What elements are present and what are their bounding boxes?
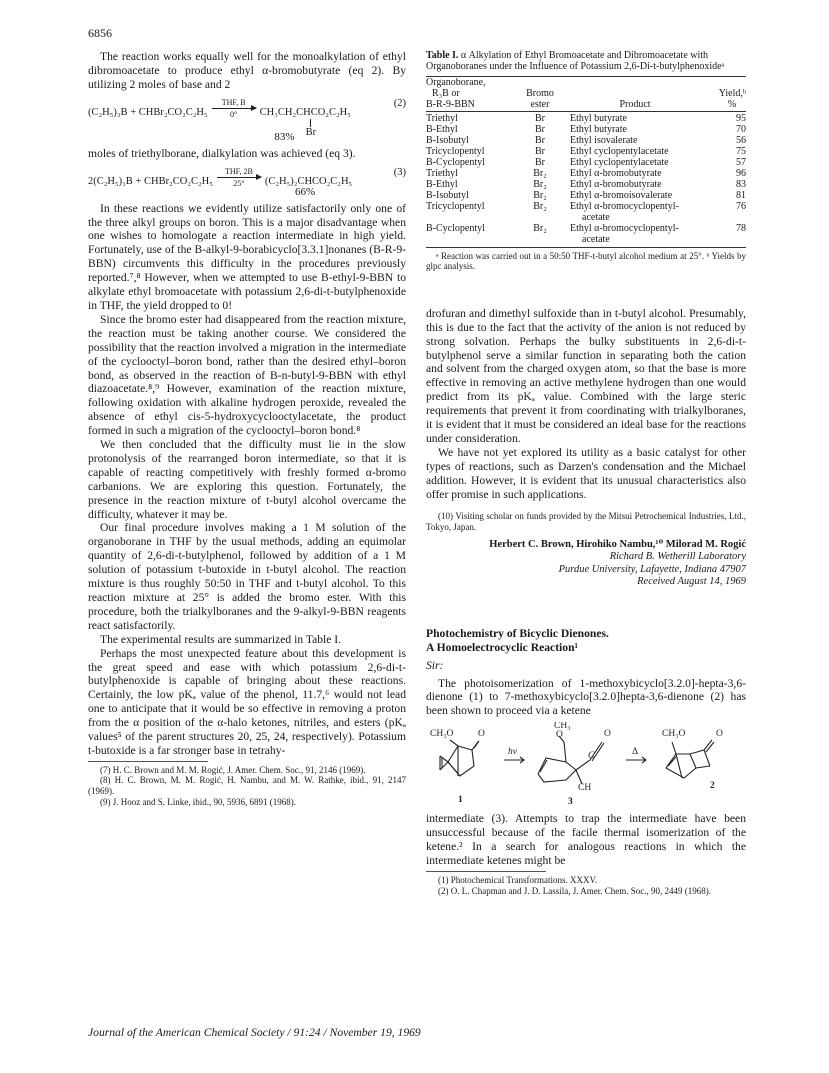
- salutation: Sir:: [426, 658, 444, 672]
- article-title-line-2: A Homoelectrocyclic Reaction¹: [426, 640, 578, 654]
- results-table: [426, 77, 746, 245]
- table-cell-organoborane: B-Cyclopentyl: [426, 156, 485, 168]
- table-cell-product: Ethyl α-bromocyclopentyl- acetate: [564, 223, 706, 245]
- compound-3-label: 3: [568, 797, 573, 808]
- eq2-yield: 83%: [274, 130, 295, 143]
- eq3-yield: 66%: [295, 185, 316, 198]
- compound-3-oxygen-a: O: [556, 730, 563, 741]
- table-cell-bromo-ester: Br₂: [533, 200, 547, 212]
- equation-3: [88, 167, 406, 198]
- table-cell-organoborane: B-Isobutyl: [426, 189, 469, 201]
- footnote-7: (7) H. C. Brown and M. M. Rogić, J. Amer. Chem. Soc., 91, 2146 (1969).: [100, 764, 366, 775]
- eq3-product: (C₂H₅)₂CHCO₂C₂H₅: [264, 175, 353, 187]
- table-footnote-a: ᵃ Reaction was carried out in a 50:50 THF-t-butyl alcohol medium at 25°.: [436, 250, 704, 261]
- received-date: Received August 14, 1969: [637, 576, 746, 588]
- reaction-scheme-drawing: [426, 722, 746, 808]
- eq2-number: (2): [393, 97, 406, 109]
- page-number: 6856: [88, 26, 112, 40]
- left-paragraph-4: Since the bromo ester had disappeared from the reaction mixture, the reaction must be taking another course. We considered the possibility that the reaction involved a migration in the intermediate of the cyclooctyl–boron bond, rather than the desired ethyl–boron bond, as observed in the reaction of B-n-butyl-9-BBN with ethyl diazoacetate.⁸,⁹ However, examination of the reaction mixture, following oxidation with alkaline hydrogen peroxide, revealed the absence of ethyl cis-5-hydroxycyclooctylacetate, the product formed in such a migration of the cyclooctyl–boron bond.⁸: [88, 312, 406, 438]
- right-footnote-rule: [426, 871, 546, 872]
- table-label: Table I.: [426, 50, 459, 61]
- table-row: [426, 168, 746, 179]
- footnote-2: (2) O. L. Chapman and J. D. Lassila, J. Amer. Chem. Soc., 90, 2449 (1968).: [438, 885, 711, 896]
- eq3-conditions: THF, 2B: [224, 166, 253, 176]
- article-title: [426, 627, 746, 655]
- table-cell-yield: 57: [736, 156, 746, 168]
- eq3-number: (3): [393, 166, 406, 178]
- table-row: [426, 201, 746, 223]
- arrow-delta-label: Δ: [632, 747, 639, 758]
- table-cell-product: Ethyl α-bromoisovalerate: [570, 189, 673, 201]
- eq2-arrow: [212, 98, 256, 119]
- table-row: [426, 223, 746, 245]
- footnote-9: (9) J. Hooz and S. Linke, ibid., 90, 5936, 6891 (1968).: [100, 796, 296, 807]
- table-cell-bromo-ester: Br₂: [533, 189, 547, 201]
- table-cell-yield: 76: [736, 200, 746, 212]
- table-cell-bromo-ester: Br₂: [533, 178, 547, 190]
- table-header-row: [426, 77, 746, 110]
- university: Purdue University, Lafayette, Indiana 47907: [558, 563, 746, 575]
- eq2-temperature: 0°: [230, 109, 238, 119]
- eq2-product: CH₃CH₂CHCO₂C₂H₅: [259, 106, 351, 118]
- table-cell-product: Ethyl α-bromobutyrate: [570, 167, 662, 179]
- table-cell-product: Ethyl isovalerate: [570, 134, 638, 146]
- table-cell-yield: 83: [736, 178, 746, 190]
- table-cell-product: Ethyl butyrate: [570, 112, 627, 124]
- table-row: [426, 135, 746, 146]
- right-paragraph-2: We have not yet explored its utility as a basic catalyst for other types of reactions, such as Darzen's condensation and the Michael addition. However, it is evident that its unusual characteristics also offer promise in such applications.: [426, 445, 746, 501]
- compound-3-ch3: CH₃: [554, 722, 571, 732]
- table-footnotes: [426, 251, 746, 272]
- table-cell-organoborane: B-Isobutyl: [426, 134, 469, 146]
- left-paragraph-6: Our final procedure involves making a 1 M solution of the organoborane in THF by the usual methods, adding an equimolar quantity of 2,6-di-t-butylphenol, followed by addition of a 1 M solution of potassium t-butoxide in t-butyl alcohol. The reaction mixture is thus roughly 50:50 in THF and t-butyl alcohol. To this reaction mixture at 25° is added the bromo ester. With this procedure, both the trialkylboranes and the 9-alkyl-9-BBN reagents react satisfactorily.: [88, 521, 406, 632]
- right-column: [426, 50, 746, 896]
- header-bromo-ester: Bromo ester: [526, 87, 554, 110]
- eq3-arrow: [217, 167, 261, 188]
- header-yield: Yield,ᵇ %: [718, 87, 746, 110]
- eq2-conditions: THF, B: [221, 97, 246, 107]
- left-paragraph-3: In these reactions we evidently utilize satisfactorily only one of the three alkyl groups on boron. This is a major disadvantage when one wishes to homologate a reaction intermediate in high yield. Fortunately, use of the B-alkyl-9-borabicyclo[3.3.1]nonanes (B-R-9-BBN) circumvents this difficulty in the procedures previously reported.⁷,⁸ However, when we attempted to use B-ethyl-9-BBN to alkylate ethyl bromoacetate with potassium 2,6-di-t-butylphenoxide in THF, the yield dropped to 0!: [88, 201, 406, 312]
- table-cell-bromo-ester: Br: [535, 145, 545, 157]
- table-cell-organoborane: Triethyl: [426, 112, 458, 124]
- laboratory: Richard B. Wetherill Laboratory: [609, 551, 746, 563]
- compound-3-oxygen-b: O: [604, 729, 611, 740]
- table-row: [426, 157, 746, 168]
- compound-2-label: 2: [710, 781, 715, 792]
- left-paragraph-5: We then concluded that the difficulty must lie in the slow protonolysis of the rearranged boron intermediate, so that it is capable of reacting competitively with freshly formed α-bromo carbanions. We are exploring this question. Fortunately, the presence in the reaction mixture of t-butyl alcohol overcame the difficulty, whatever it may be.: [88, 438, 406, 521]
- table-cell-yield: 95: [736, 112, 746, 124]
- table-caption: [426, 50, 746, 73]
- left-column: [88, 50, 406, 807]
- compound-3-carbon: C: [588, 751, 595, 762]
- table-cell-product: Ethyl butyrate: [570, 123, 627, 135]
- table-cell-yield: 81: [736, 189, 746, 201]
- compound-2-structure: [666, 740, 714, 778]
- table-cell-bromo-ester: Br₂: [533, 222, 547, 234]
- table-cell-bromo-ester: Br: [535, 123, 545, 135]
- table-footnote-b: ᵇ Yields by glpc analysis.: [426, 250, 746, 272]
- footnote-rule: [88, 761, 208, 762]
- compound-1-structure: [440, 740, 479, 776]
- eq2-br-substituent: Br: [305, 126, 317, 138]
- eq3-reactants: 2(C₂H₅)₃B + CHBr₂CO₂C₂H₅: [88, 175, 213, 187]
- table-cell-yield: 96: [736, 167, 746, 179]
- table-caption-text: α Alkylation of Ethyl Bromoacetate and Dibromoacetate with Organoboranes under the Influence of Potassium 2,6-Di-t-butylphenoxideᵃ: [426, 50, 725, 73]
- table-cell-organoborane: Triethyl: [426, 167, 458, 179]
- header-organoborane: Organoborane, R₃B or B-R-9-BBN: [426, 76, 486, 110]
- journal-footer: Journal of the American Chemical Society / 91:24 / November 19, 1969: [88, 1026, 421, 1039]
- footnote-8: (8) H. C. Brown, M. M. Rogić, H. Nambu, and M. W. Rathke, ibid., 91, 2147 (1969).: [88, 775, 406, 797]
- table-row: [426, 146, 746, 157]
- table-cell-yield: 70: [736, 123, 746, 135]
- table-cell-product-continuation: acetate: [582, 233, 610, 245]
- table-row: [426, 113, 746, 124]
- table-cell-product: Ethyl cyclopentylacetate: [570, 145, 669, 157]
- article-title-line-1: Photochemistry of Bicyclic Dienones.: [426, 626, 609, 640]
- compound-3-ch: CH: [578, 783, 592, 794]
- arrow-hv-label: hν: [508, 747, 517, 758]
- table-row: [426, 190, 746, 201]
- table-cell-product: Ethyl α-bromobutyrate: [570, 178, 662, 190]
- left-paragraph-7: The experimental results are summarized in Table I.: [100, 632, 342, 646]
- reaction-scheme: [426, 722, 746, 808]
- left-paragraph-8: Perhaps the most unexpected feature about this development is the great speed and ease with which potassium 2,6-di-t-butylphenoxide is capable of bringing about these reactions. Certainly, the low pKₐ value of the phenol, 11.7,⁶ would not lead one to anticipate that it would be so effective in removing a proton from the α position of the α-halo ketones, nitriles, and esters (pKₐ values⁵ of the parent structures 20, 25, 24, respectively). Potassium t-butoxide is a far stronger base in tetrahy-: [88, 646, 406, 757]
- eq2-reactants: (C₂H₅)₃B + CHBr₂CO₂C₂H₅: [88, 106, 208, 118]
- author-line: Herbert C. Brown, Hirohiko Nambu,¹⁰ Milorad M. Rogić: [489, 538, 746, 550]
- table-cell-product-continuation: acetate: [582, 211, 610, 223]
- right-paragraph-3: The photoisomerization of 1-methoxybicyclo[3.2.0]-hepta-3,6-dienone (1) to 7-methoxybicyclo[3.2.0]hepta-3,6-dienone (2) has been shown to proceed via a ketene: [426, 676, 746, 718]
- left-paragraph-1: The reaction works equally well for the monoalkylation of ethyl dibromoacetate to produce ethyl α-bromobutyrate (eq 2). By utilizing 2 moles of base and 2: [88, 50, 406, 91]
- compound-2-ch3o: CH₃O: [662, 729, 686, 740]
- footnote-10: (10) Visiting scholar on funds provided by the Mitsui Petrochemical Industries, Ltd., Tokyo, Japan.: [426, 511, 746, 533]
- table-cell-organoborane: Tricyclopentyl: [426, 200, 485, 212]
- table-cell-bromo-ester: Br₂: [533, 167, 547, 179]
- table-cell-bromo-ester: Br: [535, 134, 545, 146]
- table-cell-bromo-ester: Br: [535, 112, 545, 124]
- table-row: [426, 179, 746, 190]
- table-cell-product: Ethyl α-bromocyclopentyl- acetate: [564, 201, 706, 223]
- table-cell-yield: 75: [736, 145, 746, 157]
- compound-2-oxygen: O: [716, 729, 723, 740]
- compound-1-ch3o: CH₃O: [430, 729, 454, 740]
- compound-1-oxygen: O: [478, 729, 485, 740]
- table-cell-yield: 56: [736, 134, 746, 146]
- equation-2: [88, 98, 406, 143]
- table-cell-organoborane: Tricyclopentyl: [426, 145, 485, 157]
- left-paragraph-2: moles of triethylborane, dialkylation was achieved (eq 3).: [88, 146, 356, 160]
- header-product: Product: [619, 98, 651, 110]
- table-cell-organoborane: B-Ethyl: [426, 123, 458, 135]
- table-cell-product: Ethyl cyclopentylacetate: [570, 156, 669, 168]
- table-cell-bromo-ester: Br: [535, 156, 545, 168]
- table-cell-organoborane: B-Cyclopentyl: [426, 222, 485, 234]
- table-cell-yield: 78: [736, 222, 746, 234]
- eq3-temperature: 25°: [233, 178, 245, 188]
- table-bottom-rule: [426, 247, 746, 248]
- compound-1-label: 1: [458, 795, 463, 806]
- right-paragraph-4: intermediate (3). Attempts to trap the intermediate have been unsuccessful because of the facile thermal isomerization of the ketene.² In a search for analogous reactions in which the intermediate ketenes might be: [426, 812, 746, 867]
- table-row: [426, 124, 746, 135]
- right-paragraph-1: drofuran and dimethyl sulfoxide than in t-butyl alcohol. Presumably, this is due to the fact that the activity of the anion is not reduced by strong solvation. Perhaps the bulky substituents in 2,6-di-t-butylphenol serve a similar function in separating both the cation and solvent from the charged oxygen atom, so that the base is more effective in removing an active methylene hydrogen than one would predict from its pKₐ value. Combined with the large steric requirements that prevent it from coordinating with trialkylboranes, it is evident that it must be considered an ideal base for the reactions under consideration.: [426, 306, 746, 445]
- footnote-1: (1) Photochemical Transformations. XXXV.: [438, 874, 598, 885]
- table-cell-organoborane: B-Ethyl: [426, 178, 458, 190]
